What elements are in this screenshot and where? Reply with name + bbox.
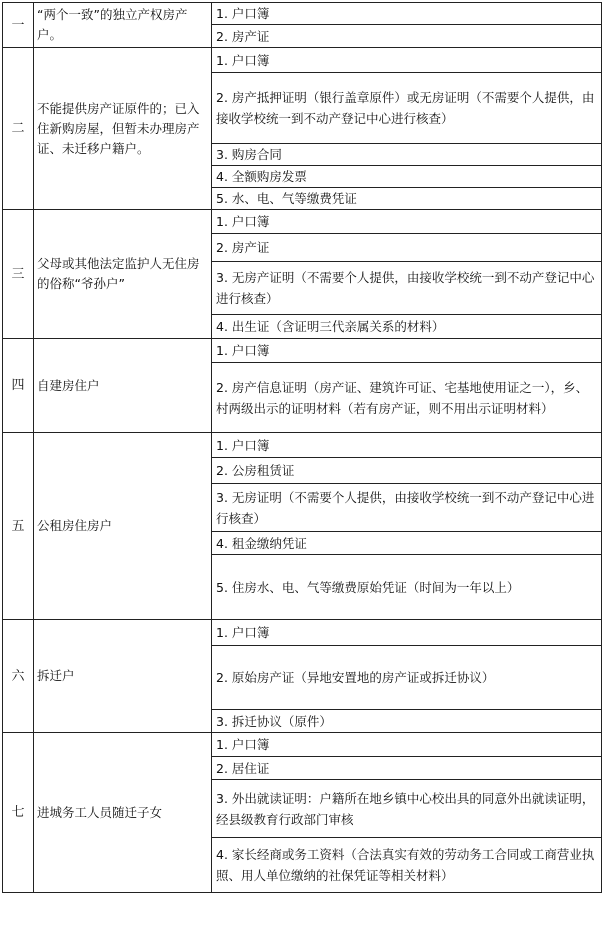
household-type: “两个一致”的独立产权房产户。 [34, 3, 212, 48]
household-type: 拆迁户 [34, 620, 212, 733]
required-document: 4. 出生证（含证明三代亲属关系的材料） [212, 315, 602, 339]
required-document: 1. 户口簿 [212, 433, 602, 458]
table-row [3, 3, 602, 25]
household-type: 不能提供房产证原件的；已入住新购房屋，但暂未办理房产证、未迁移户籍户。 [34, 48, 212, 210]
household-type: 进城务工人员随迁子女 [34, 733, 212, 893]
table-row [3, 339, 602, 363]
required-document: 1. 户口簿 [212, 48, 602, 73]
required-document: 5. 水、电、气等缴费凭证 [212, 188, 602, 210]
table-row [3, 733, 602, 757]
required-document: 3. 无房产证明（不需要个人提供，由接收学校统一到不动产登记中心进行核查） [212, 262, 602, 315]
category-number: 三 [3, 210, 34, 339]
household-type: 父母或其他法定监护人无住房的俗称“爷孙户” [34, 210, 212, 339]
category-number: 一 [3, 3, 34, 48]
category-number: 六 [3, 620, 34, 733]
required-document: 5. 住房水、电、气等缴费原始凭证（时间为一年以上） [212, 555, 602, 620]
table-row [3, 48, 602, 73]
required-document: 4. 家长经商或务工资料（合法真实有效的劳动务工合同或工商营业执照、用人单位缴纳的社保凭证等相关材料） [212, 838, 602, 893]
required-document: 3. 无房证明（不需要个人提供，由接收学校统一到不动产登记中心进行核查） [212, 484, 602, 532]
required-document: 1. 户口簿 [212, 3, 602, 25]
required-document: 2. 房产抵押证明（银行盖章原件）或无房证明（不需要个人提供，由接收学校统一到不动产登记中心进行核查） [212, 73, 602, 144]
table-row [3, 210, 602, 234]
enrollment-requirements-table [2, 2, 602, 893]
required-document: 3. 拆迁协议（原件） [212, 710, 602, 733]
required-document: 4. 全额购房发票 [212, 166, 602, 188]
required-document: 3. 购房合同 [212, 144, 602, 166]
required-document: 2. 房产证 [212, 25, 602, 48]
required-document: 3. 外出就读证明：户籍所在地乡镇中心校出具的同意外出就读证明，经县级教育行政部门审核 [212, 780, 602, 838]
required-document: 2. 房产证 [212, 234, 602, 262]
household-type: 公租房住房户 [34, 433, 212, 620]
category-number: 七 [3, 733, 34, 893]
required-document: 4. 租金缴纳凭证 [212, 532, 602, 555]
required-document: 1. 户口簿 [212, 733, 602, 757]
category-number: 五 [3, 433, 34, 620]
table-row [3, 620, 602, 646]
required-document: 1. 户口簿 [212, 210, 602, 234]
table-body [3, 3, 602, 893]
table-row [3, 433, 602, 458]
household-type: 自建房住户 [34, 339, 212, 433]
required-document: 2. 居住证 [212, 757, 602, 780]
required-document: 2. 房产信息证明（房产证、建筑许可证、宅基地使用证之一），乡、村两级出示的证明材料（若有房产证，则不用出示证明材料） [212, 363, 602, 433]
required-document: 1. 户口簿 [212, 620, 602, 646]
required-document: 1. 户口簿 [212, 339, 602, 363]
category-number: 四 [3, 339, 34, 433]
required-document: 2. 公房租赁证 [212, 458, 602, 484]
required-document: 2. 原始房产证（异地安置地的房产证或拆迁协议） [212, 646, 602, 710]
category-number: 二 [3, 48, 34, 210]
